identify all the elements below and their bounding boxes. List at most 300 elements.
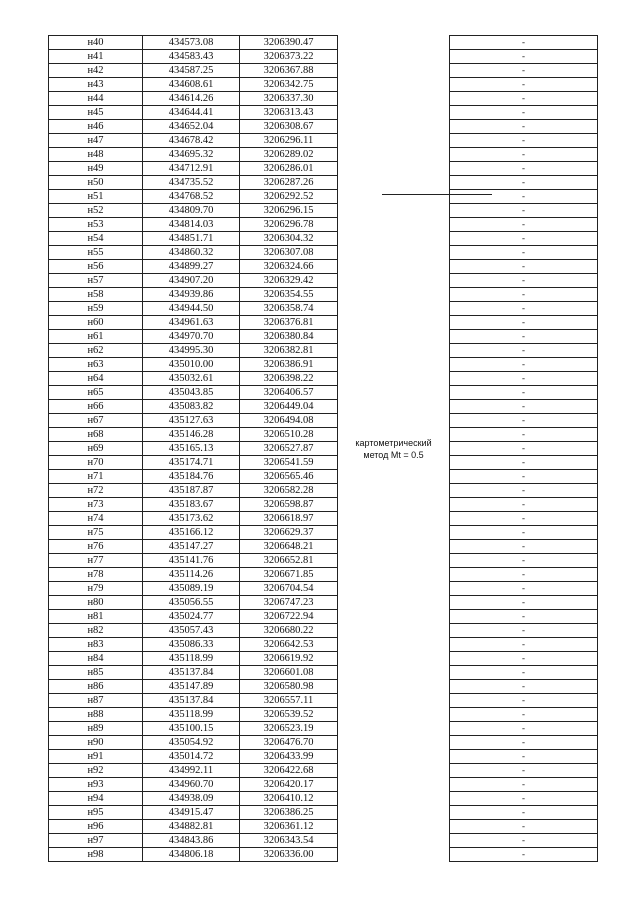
point-id-cell: н69	[49, 442, 143, 456]
x-coordinate-cell: 435032.61	[143, 372, 240, 386]
point-id-cell: н75	[49, 526, 143, 540]
dash-cell: -	[450, 554, 598, 568]
x-coordinate-cell: 435056.55	[143, 596, 240, 610]
dash-cell: -	[450, 680, 598, 694]
x-coordinate-cell: 434882.81	[143, 820, 240, 834]
point-id-cell: н59	[49, 302, 143, 316]
x-coordinate-cell: 434614.26	[143, 92, 240, 106]
x-coordinate-cell: 434860.32	[143, 246, 240, 260]
table-row	[49, 400, 598, 414]
point-id-cell: н61	[49, 330, 143, 344]
table-row	[49, 470, 598, 484]
table-row	[49, 246, 598, 260]
y-coordinate-cell: 3206671.85	[240, 568, 338, 582]
y-coordinate-cell: 3206704.54	[240, 582, 338, 596]
dash-cell: -	[450, 50, 598, 64]
table-row	[49, 386, 598, 400]
point-id-cell: н63	[49, 358, 143, 372]
point-id-cell: н81	[49, 610, 143, 624]
y-coordinate-cell: 3206406.57	[240, 386, 338, 400]
dash-cell: -	[450, 652, 598, 666]
x-coordinate-cell: 435137.84	[143, 694, 240, 708]
dash-cell: -	[450, 456, 598, 470]
dash-cell: -	[450, 484, 598, 498]
dash-cell: -	[450, 736, 598, 750]
x-coordinate-cell: 435141.76	[143, 554, 240, 568]
point-id-cell: н98	[49, 848, 143, 862]
table-row	[49, 750, 598, 764]
point-id-cell: н44	[49, 92, 143, 106]
point-id-cell: н92	[49, 764, 143, 778]
y-coordinate-cell: 3206296.78	[240, 218, 338, 232]
dash-cell: -	[450, 778, 598, 792]
y-coordinate-cell: 3206358.74	[240, 302, 338, 316]
y-coordinate-cell: 3206476.70	[240, 736, 338, 750]
dash-cell: -	[450, 246, 598, 260]
point-id-cell: н84	[49, 652, 143, 666]
dash-cell: -	[450, 526, 598, 540]
dash-cell: -	[450, 708, 598, 722]
y-coordinate-cell: 3206292.52	[240, 190, 338, 204]
point-id-cell: н49	[49, 162, 143, 176]
x-coordinate-cell: 435024.77	[143, 610, 240, 624]
dash-cell: -	[450, 64, 598, 78]
x-coordinate-cell: 435014.72	[143, 750, 240, 764]
point-id-cell: н48	[49, 148, 143, 162]
x-coordinate-cell: 434768.52	[143, 190, 240, 204]
x-coordinate-cell: 435089.19	[143, 582, 240, 596]
point-id-cell: н79	[49, 582, 143, 596]
x-coordinate-cell: 434573.08	[143, 36, 240, 50]
dash-cell: -	[450, 848, 598, 862]
table-row	[49, 806, 598, 820]
dash-cell: -	[450, 834, 598, 848]
x-coordinate-cell: 435147.27	[143, 540, 240, 554]
dash-cell: -	[450, 176, 598, 190]
y-coordinate-cell: 3206342.75	[240, 78, 338, 92]
point-id-cell: н87	[49, 694, 143, 708]
y-coordinate-cell: 3206382.81	[240, 344, 338, 358]
y-coordinate-cell: 3206373.22	[240, 50, 338, 64]
point-id-cell: н58	[49, 288, 143, 302]
dash-cell: -	[450, 666, 598, 680]
y-coordinate-cell: 3206747.23	[240, 596, 338, 610]
y-coordinate-cell: 3206722.94	[240, 610, 338, 624]
y-coordinate-cell: 3206494.08	[240, 414, 338, 428]
point-id-cell: н83	[49, 638, 143, 652]
y-coordinate-cell: 3206354.55	[240, 288, 338, 302]
table-row	[49, 330, 598, 344]
y-coordinate-cell: 3206541.59	[240, 456, 338, 470]
x-coordinate-cell: 435147.89	[143, 680, 240, 694]
x-coordinate-cell: 435086.33	[143, 638, 240, 652]
x-coordinate-cell: 435174.71	[143, 456, 240, 470]
table-row	[49, 624, 598, 638]
dash-cell: -	[450, 316, 598, 330]
x-coordinate-cell: 435146.28	[143, 428, 240, 442]
table-row	[49, 274, 598, 288]
table-row	[49, 596, 598, 610]
dash-cell: -	[450, 638, 598, 652]
table-row	[49, 694, 598, 708]
dash-cell: -	[450, 792, 598, 806]
table-row	[49, 190, 598, 204]
dash-cell: -	[450, 596, 598, 610]
y-coordinate-cell: 3206313.43	[240, 106, 338, 120]
coordinates-document	[48, 35, 592, 877]
x-coordinate-cell: 434992.11	[143, 764, 240, 778]
y-coordinate-cell: 3206386.25	[240, 806, 338, 820]
table-row	[49, 610, 598, 624]
table-row	[49, 78, 598, 92]
y-coordinate-cell: 3206287.26	[240, 176, 338, 190]
point-id-cell: н68	[49, 428, 143, 442]
dash-cell: -	[450, 162, 598, 176]
point-id-cell: н66	[49, 400, 143, 414]
point-id-cell: н64	[49, 372, 143, 386]
dash-cell: -	[450, 806, 598, 820]
point-id-cell: н95	[49, 806, 143, 820]
coordinates-table-body	[49, 36, 598, 862]
y-coordinate-cell: 3206618.97	[240, 512, 338, 526]
table-row	[49, 736, 598, 750]
y-coordinate-cell: 3206648.21	[240, 540, 338, 554]
point-id-cell: н71	[49, 470, 143, 484]
x-coordinate-cell: 435118.99	[143, 652, 240, 666]
y-coordinate-cell: 3206680.22	[240, 624, 338, 638]
table-row	[49, 148, 598, 162]
table-row	[49, 652, 598, 666]
dash-cell: -	[450, 288, 598, 302]
x-coordinate-cell: 434970.70	[143, 330, 240, 344]
table-row	[49, 162, 598, 176]
point-id-cell: н67	[49, 414, 143, 428]
x-coordinate-cell: 435083.82	[143, 400, 240, 414]
x-coordinate-cell: 435183.67	[143, 498, 240, 512]
table-row	[49, 218, 598, 232]
y-coordinate-cell: 3206652.81	[240, 554, 338, 568]
point-id-cell: н90	[49, 736, 143, 750]
table-row	[49, 526, 598, 540]
y-coordinate-cell: 3206367.88	[240, 64, 338, 78]
dash-cell: -	[450, 750, 598, 764]
x-coordinate-cell: 435187.87	[143, 484, 240, 498]
y-coordinate-cell: 3206598.87	[240, 498, 338, 512]
y-coordinate-cell: 3206386.91	[240, 358, 338, 372]
table-row	[49, 778, 598, 792]
table-row	[49, 414, 598, 428]
table-row	[49, 498, 598, 512]
point-id-cell: н70	[49, 456, 143, 470]
dash-cell: -	[450, 372, 598, 386]
table-row	[49, 568, 598, 582]
dash-cell: -	[450, 414, 598, 428]
table-row	[49, 428, 598, 442]
table-row	[49, 442, 598, 456]
x-coordinate-cell: 434915.47	[143, 806, 240, 820]
point-id-cell: н42	[49, 64, 143, 78]
point-id-cell: н82	[49, 624, 143, 638]
x-coordinate-cell: 434587.25	[143, 64, 240, 78]
table-row	[49, 722, 598, 736]
x-coordinate-cell: 434652.04	[143, 120, 240, 134]
point-id-cell: н73	[49, 498, 143, 512]
x-coordinate-cell: 434899.27	[143, 260, 240, 274]
x-coordinate-cell: 435114.26	[143, 568, 240, 582]
y-coordinate-cell: 3206307.08	[240, 246, 338, 260]
table-row	[49, 316, 598, 330]
point-id-cell: н55	[49, 246, 143, 260]
table-row	[49, 120, 598, 134]
table-row	[49, 372, 598, 386]
point-id-cell: н41	[49, 50, 143, 64]
x-coordinate-cell: 435100.15	[143, 722, 240, 736]
table-row	[49, 512, 598, 526]
y-coordinate-cell: 3206565.46	[240, 470, 338, 484]
point-id-cell: н65	[49, 386, 143, 400]
y-coordinate-cell: 3206539.52	[240, 708, 338, 722]
table-row	[49, 484, 598, 498]
dash-cell: -	[450, 624, 598, 638]
point-id-cell: н50	[49, 176, 143, 190]
table-row	[49, 792, 598, 806]
dash-cell: -	[450, 92, 598, 106]
y-coordinate-cell: 3206296.11	[240, 134, 338, 148]
x-coordinate-cell: 435043.85	[143, 386, 240, 400]
dash-cell: -	[450, 274, 598, 288]
dash-cell: -	[450, 204, 598, 218]
dash-cell: -	[450, 568, 598, 582]
point-id-cell: н76	[49, 540, 143, 554]
point-id-cell: н46	[49, 120, 143, 134]
dash-cell: -	[450, 106, 598, 120]
dash-cell: -	[450, 344, 598, 358]
method-note: картометрический метод Mt = 0.5	[355, 437, 432, 460]
dash-cell: -	[450, 442, 598, 456]
y-coordinate-cell: 3206361.12	[240, 820, 338, 834]
x-coordinate-cell: 434961.63	[143, 316, 240, 330]
x-coordinate-cell: 434583.43	[143, 50, 240, 64]
dash-cell: -	[450, 78, 598, 92]
point-id-cell: н94	[49, 792, 143, 806]
y-coordinate-cell: 3206324.66	[240, 260, 338, 274]
x-coordinate-cell: 434938.09	[143, 792, 240, 806]
table-row	[49, 680, 598, 694]
table-row	[49, 36, 598, 50]
dash-cell: -	[450, 386, 598, 400]
table-row	[49, 764, 598, 778]
table-row	[49, 582, 598, 596]
point-id-cell: н74	[49, 512, 143, 526]
y-coordinate-cell: 3206296.15	[240, 204, 338, 218]
point-id-cell: н62	[49, 344, 143, 358]
x-coordinate-cell: 435010.00	[143, 358, 240, 372]
y-coordinate-cell: 3206308.67	[240, 120, 338, 134]
dash-cell: -	[450, 400, 598, 414]
point-id-cell: н93	[49, 778, 143, 792]
point-id-cell: н86	[49, 680, 143, 694]
dash-cell: -	[450, 302, 598, 316]
point-id-cell: н51	[49, 190, 143, 204]
method-cell	[338, 36, 450, 862]
y-coordinate-cell: 3206337.30	[240, 92, 338, 106]
y-coordinate-cell: 3206422.68	[240, 764, 338, 778]
point-id-cell: н78	[49, 568, 143, 582]
y-coordinate-cell: 3206420.17	[240, 778, 338, 792]
x-coordinate-cell: 434960.70	[143, 778, 240, 792]
table-row	[49, 708, 598, 722]
dash-cell: -	[450, 610, 598, 624]
dash-cell: -	[450, 582, 598, 596]
y-coordinate-cell: 3206380.84	[240, 330, 338, 344]
x-coordinate-cell: 435054.92	[143, 736, 240, 750]
table-row	[49, 50, 598, 64]
point-id-cell: н97	[49, 834, 143, 848]
y-coordinate-cell: 3206642.53	[240, 638, 338, 652]
y-coordinate-cell: 3206449.04	[240, 400, 338, 414]
point-id-cell: н80	[49, 596, 143, 610]
table-row	[49, 638, 598, 652]
y-coordinate-cell: 3206289.02	[240, 148, 338, 162]
point-id-cell: н40	[49, 36, 143, 50]
dash-cell: -	[450, 722, 598, 736]
y-coordinate-cell: 3206557.11	[240, 694, 338, 708]
dash-cell: -	[450, 694, 598, 708]
y-coordinate-cell: 3206433.99	[240, 750, 338, 764]
dash-cell: -	[450, 36, 598, 50]
y-coordinate-cell: 3206619.92	[240, 652, 338, 666]
x-coordinate-cell: 435165.13	[143, 442, 240, 456]
table-row	[49, 302, 598, 316]
table-row	[49, 92, 598, 106]
x-coordinate-cell: 435173.62	[143, 512, 240, 526]
point-id-cell: н54	[49, 232, 143, 246]
table-row	[49, 456, 598, 470]
point-id-cell: н52	[49, 204, 143, 218]
x-coordinate-cell: 435118.99	[143, 708, 240, 722]
dash-cell: -	[450, 120, 598, 134]
point-id-cell: н91	[49, 750, 143, 764]
row-divider-line	[382, 194, 492, 195]
y-coordinate-cell: 3206629.37	[240, 526, 338, 540]
y-coordinate-cell: 3206510.28	[240, 428, 338, 442]
point-id-cell: н60	[49, 316, 143, 330]
x-coordinate-cell: 434678.42	[143, 134, 240, 148]
point-id-cell: н47	[49, 134, 143, 148]
table-row	[49, 176, 598, 190]
x-coordinate-cell: 435137.84	[143, 666, 240, 680]
table-row	[49, 848, 598, 862]
table-row	[49, 288, 598, 302]
y-coordinate-cell: 3206580.98	[240, 680, 338, 694]
x-coordinate-cell: 434735.52	[143, 176, 240, 190]
x-coordinate-cell: 434806.18	[143, 848, 240, 862]
y-coordinate-cell: 3206582.28	[240, 484, 338, 498]
x-coordinate-cell: 435057.43	[143, 624, 240, 638]
table-row	[49, 554, 598, 568]
point-id-cell: н56	[49, 260, 143, 274]
table-row	[49, 358, 598, 372]
x-coordinate-cell: 434907.20	[143, 274, 240, 288]
x-coordinate-cell: 434843.86	[143, 834, 240, 848]
x-coordinate-cell: 434851.71	[143, 232, 240, 246]
table-row	[49, 666, 598, 680]
point-id-cell: н85	[49, 666, 143, 680]
table-row	[49, 204, 598, 218]
y-coordinate-cell: 3206410.12	[240, 792, 338, 806]
table-row	[49, 232, 598, 246]
dash-cell: -	[450, 470, 598, 484]
dash-cell: -	[450, 148, 598, 162]
x-coordinate-cell: 434944.50	[143, 302, 240, 316]
table-row	[49, 134, 598, 148]
table-row	[49, 64, 598, 78]
dash-cell: -	[450, 428, 598, 442]
table-row	[49, 820, 598, 834]
point-id-cell: н77	[49, 554, 143, 568]
x-coordinate-cell: 434712.91	[143, 162, 240, 176]
x-coordinate-cell: 434995.30	[143, 344, 240, 358]
y-coordinate-cell: 3206523.19	[240, 722, 338, 736]
dash-cell: -	[450, 232, 598, 246]
x-coordinate-cell: 434814.03	[143, 218, 240, 232]
dash-cell: -	[450, 540, 598, 554]
point-id-cell: н89	[49, 722, 143, 736]
y-coordinate-cell: 3206376.81	[240, 316, 338, 330]
dash-cell: -	[450, 330, 598, 344]
y-coordinate-cell: 3206286.01	[240, 162, 338, 176]
x-coordinate-cell: 434644.41	[143, 106, 240, 120]
point-id-cell: н96	[49, 820, 143, 834]
table-row	[49, 106, 598, 120]
dash-cell: -	[450, 260, 598, 274]
y-coordinate-cell: 3206329.42	[240, 274, 338, 288]
table-row	[49, 344, 598, 358]
table-row	[49, 540, 598, 554]
point-id-cell: н45	[49, 106, 143, 120]
x-coordinate-cell: 434695.32	[143, 148, 240, 162]
y-coordinate-cell: 3206390.47	[240, 36, 338, 50]
y-coordinate-cell: 3206336.00	[240, 848, 338, 862]
dash-cell: -	[450, 358, 598, 372]
dash-cell: -	[450, 498, 598, 512]
table-row	[49, 834, 598, 848]
x-coordinate-cell: 435166.12	[143, 526, 240, 540]
point-id-cell: н53	[49, 218, 143, 232]
x-coordinate-cell: 434939.86	[143, 288, 240, 302]
x-coordinate-cell: 434809.70	[143, 204, 240, 218]
table-row	[49, 260, 598, 274]
dash-cell: -	[450, 764, 598, 778]
dash-cell: -	[450, 512, 598, 526]
x-coordinate-cell: 435127.63	[143, 414, 240, 428]
dash-cell: -	[450, 820, 598, 834]
y-coordinate-cell: 3206601.08	[240, 666, 338, 680]
y-coordinate-cell: 3206398.22	[240, 372, 338, 386]
point-id-cell: н88	[49, 708, 143, 722]
dash-cell: -	[450, 134, 598, 148]
y-coordinate-cell: 3206527.87	[240, 442, 338, 456]
dash-cell: -	[450, 190, 598, 204]
point-id-cell: н57	[49, 274, 143, 288]
x-coordinate-cell: 434608.61	[143, 78, 240, 92]
point-id-cell: н72	[49, 484, 143, 498]
coordinates-table	[48, 35, 598, 862]
y-coordinate-cell: 3206304.32	[240, 232, 338, 246]
x-coordinate-cell: 435184.76	[143, 470, 240, 484]
dash-cell: -	[450, 218, 598, 232]
y-coordinate-cell: 3206343.54	[240, 834, 338, 848]
